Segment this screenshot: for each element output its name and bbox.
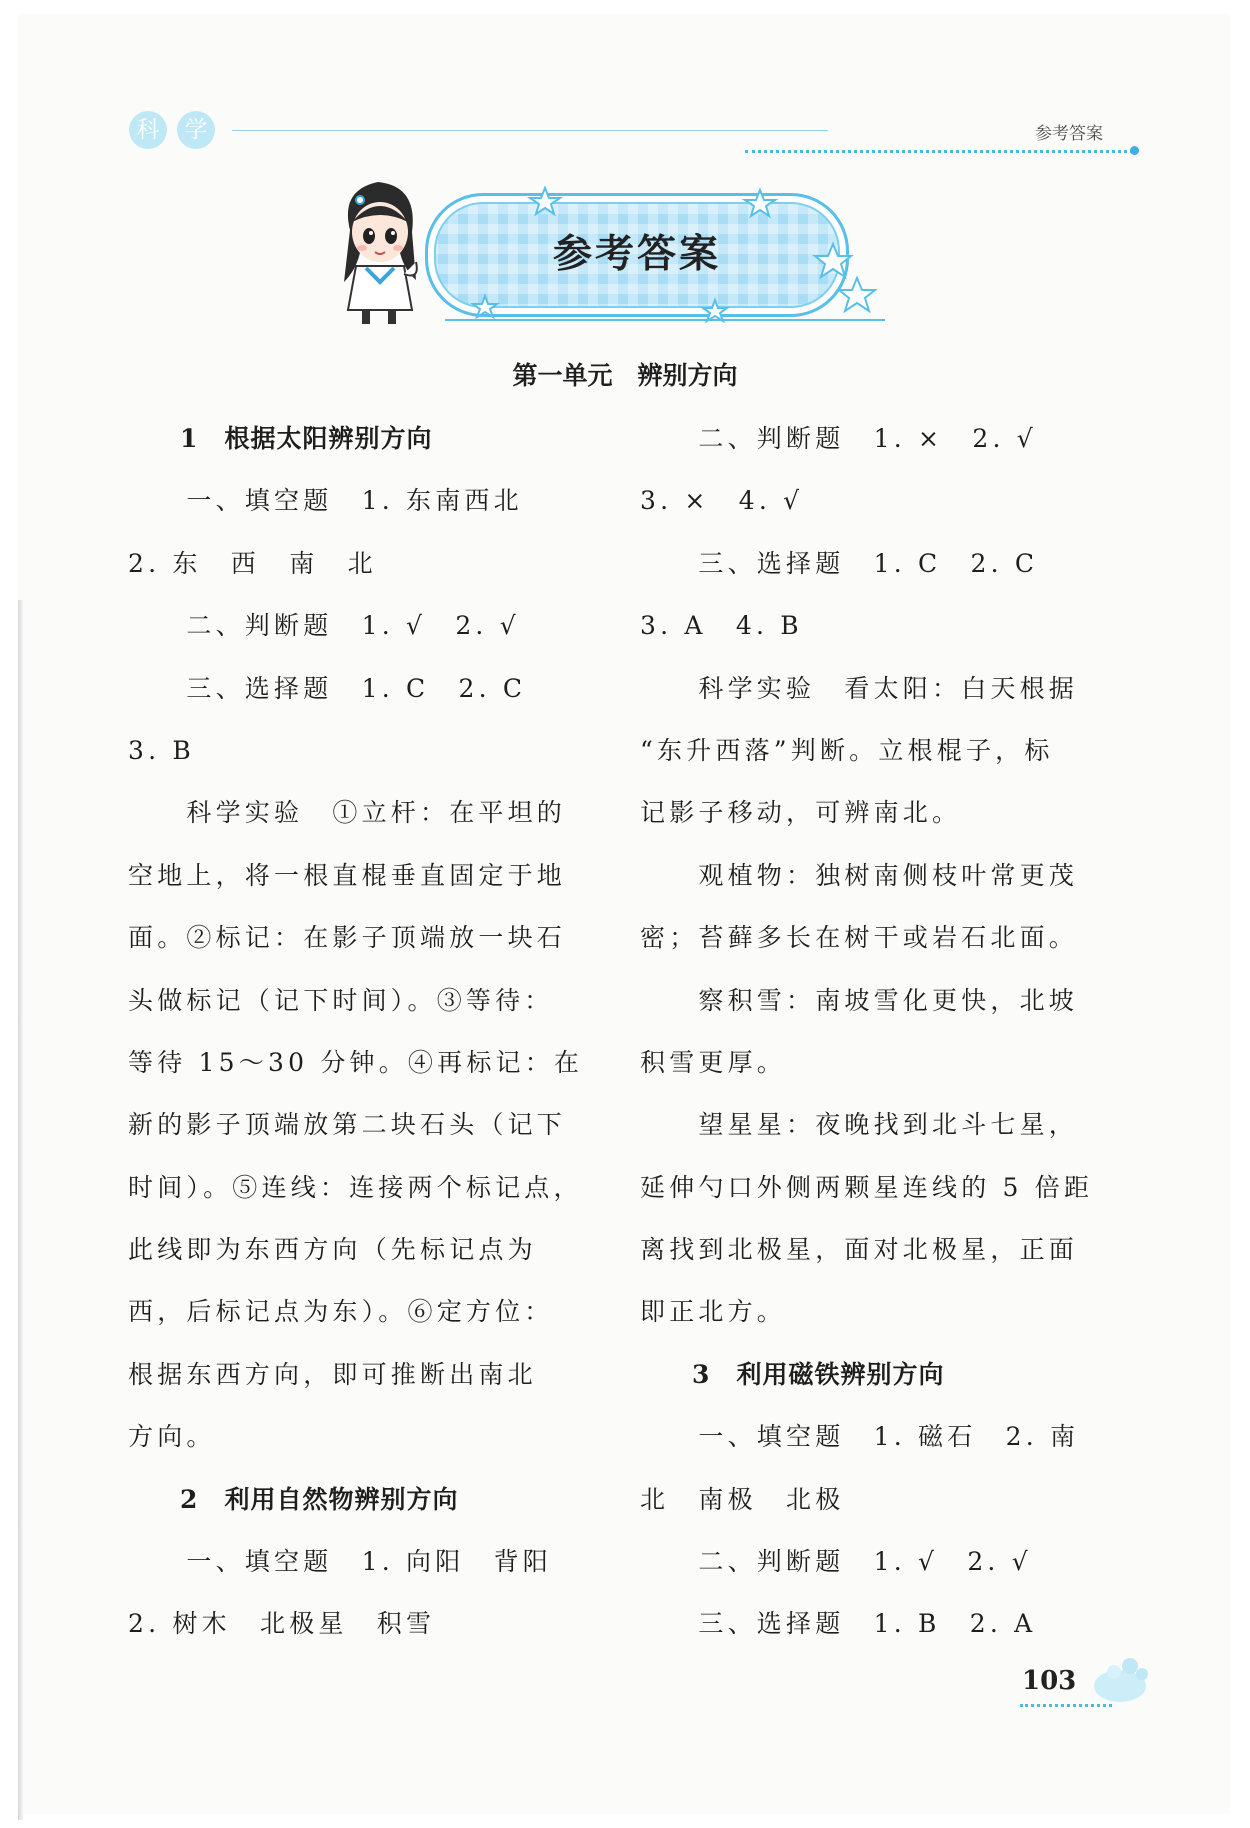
page-number: 103 — [1022, 1666, 1077, 1696]
left-answer-line: 头做标记（记下时间）。③等待： — [128, 985, 554, 1015]
running-title: 参考答案 — [1035, 124, 1103, 144]
left-section-heading — [128, 408, 578, 470]
right-answer-line: 密；苔藓多长在树干或岩石北面。 — [640, 923, 1079, 953]
right-answer-line: 3. A 4. B — [640, 611, 803, 641]
left-answer-line: 二、判断题 1. √ 2. √ — [128, 611, 520, 641]
section-number: 2 — [180, 1484, 199, 1514]
right-answer-line: 望星星：夜晚找到北斗七星， — [640, 1110, 1079, 1140]
unit-title: 第一单元 辨别方向 — [512, 361, 738, 390]
right-answer-line: 北 南极 北极 — [640, 1484, 845, 1514]
right-answer-line: 三、选择题 1. C 2. C — [640, 548, 1039, 578]
left-answer-line: 方向。 — [128, 1422, 216, 1452]
right-answer-line: 记影子移动，可辨南北。 — [640, 798, 962, 828]
right-answer-line: 离找到北极星，面对北极星，正面 — [640, 1235, 1079, 1265]
left-answer-line: 西，后标记点为东）。⑥定方位： — [128, 1297, 554, 1327]
left-answer-line: 此线即为东西方向（先标记点为 — [128, 1235, 537, 1265]
right-answer-line: 观植物：独树南侧枝叶常更茂 — [640, 860, 1079, 890]
banner-title: 参考答案 — [552, 232, 721, 277]
left-answer-line: 三、选择题 1. C 2. C — [128, 673, 527, 703]
right-answer-line: 二、判断题 1. √ 2. √ — [640, 1547, 1032, 1577]
header-dot-end — [1130, 146, 1139, 155]
right-column — [640, 408, 1094, 1656]
header-rule — [232, 130, 828, 131]
right-answer-line: 积雪更厚。 — [640, 1047, 787, 1077]
left-answer-line: 空地上，将一根直棍垂直固定于地 — [128, 860, 567, 890]
right-section-heading — [640, 1344, 1090, 1406]
right-answer-line: 科学实验 看太阳：白天根据 — [640, 673, 1079, 703]
right-answer-line: “东升西落”判断。立根棍子，标 — [640, 735, 1054, 765]
left-answer-line: 2. 东 西 南 北 — [128, 548, 377, 578]
left-answer-line: 科学实验 ①立杆：在平坦的 — [128, 798, 567, 828]
binding-shadow — [18, 600, 23, 1820]
section-number: 1 — [180, 424, 199, 453]
right-answer-line: 二、判断题 1. × 2. √ — [640, 424, 1037, 453]
right-answer-line: 三、选择题 1. B 2. A — [640, 1609, 1037, 1639]
left-answer-line: 根据东西方向，即可推断出南北 — [128, 1359, 537, 1389]
right-answer-line: 延伸勺口外侧两颗星连线的 5 倍距 — [640, 1172, 1094, 1202]
left-answer-line: 一、填空题 1. 向阳 背阳 — [128, 1547, 553, 1577]
section-title: 利用磁铁辨别方向 — [736, 1359, 945, 1389]
left-section-heading — [128, 1469, 578, 1531]
left-column — [128, 408, 584, 1656]
left-answer-line: 等待 15～30 分钟。④再标记：在 — [128, 1047, 584, 1077]
right-answer-line: 3. × 4. √ — [640, 486, 804, 516]
left-answer-line: 一、填空题 1. 东南西北 — [128, 486, 523, 516]
left-answer-line: 2. 树木 北极星 积雪 — [128, 1609, 436, 1639]
right-answer-line: 即正北方。 — [640, 1297, 787, 1327]
left-answer-line: 3. B — [128, 735, 195, 765]
subject-chip-2: 学 — [177, 111, 215, 149]
section-title: 利用自然物辨别方向 — [224, 1484, 459, 1514]
cloud-flower-icon — [1090, 1648, 1154, 1706]
section-title: 根据太阳辨别方向 — [224, 424, 433, 453]
right-answer-line: 察积雪：南坡雪化更快，北坡 — [640, 985, 1079, 1015]
left-answer-line: 时间）。⑤连线：连接两个标记点， — [128, 1172, 583, 1202]
left-answer-line: 面。②标记：在影子顶端放一块石 — [128, 923, 567, 953]
left-answer-line: 新的影子顶端放第二块石头（记下 — [128, 1110, 567, 1140]
section-number: 3 — [692, 1359, 711, 1389]
header-dotted-rule — [745, 150, 1133, 153]
subject-chip-1: 科 — [129, 111, 167, 149]
right-answer-line: 一、填空题 1. 磁石 2. 南 — [640, 1422, 1080, 1452]
